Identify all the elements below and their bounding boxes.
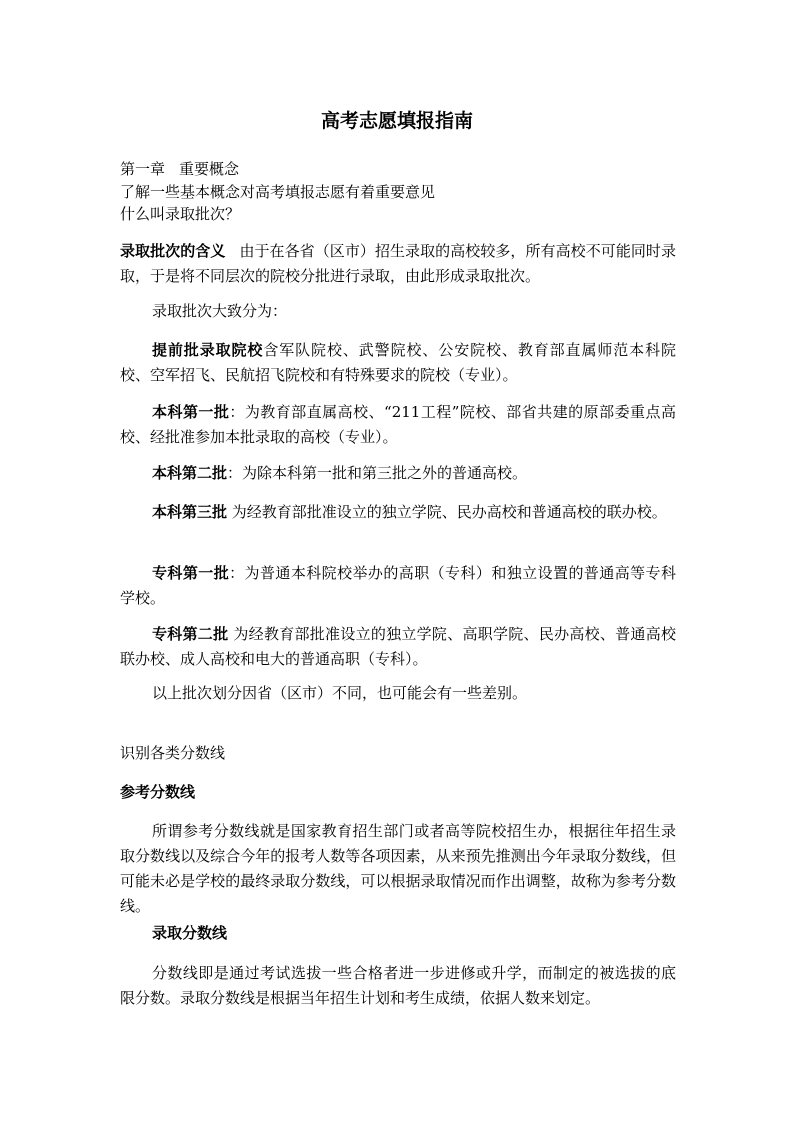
chapter-heading xyxy=(120,157,676,182)
batch-meaning-text: 由于在各省（区市）招生录取的高校较多，所有高校不可能同时录取，于是将不同层次的院校分批进行录取，由此形成录取批次。 xyxy=(120,242,676,285)
batch-item xyxy=(120,500,676,525)
document-title: 高考志愿填报指南 xyxy=(320,110,473,132)
batch-term: 专科第一批 xyxy=(152,564,230,582)
batch-term: 提前批录取院校 xyxy=(152,341,264,359)
batch-term: 本科第三批 xyxy=(152,503,228,521)
batch-item xyxy=(120,338,676,388)
batch-text: ：为教育部直属高校、“211工程”院校、部省共建的原部委重点高校、经批准参加本批录取的高校（专业）。 xyxy=(120,403,676,446)
admission-line-heading: 录取分数线 xyxy=(152,924,228,942)
batch-term: 本科第二批 xyxy=(152,464,228,482)
batch-term: 本科第一批 xyxy=(152,403,230,421)
batch-term: 专科第二批 xyxy=(152,625,229,643)
question-line: 什么叫录取批次？ xyxy=(120,205,241,223)
batch-item xyxy=(120,400,676,450)
score-intro: 识别各类分数线 xyxy=(120,744,226,762)
admission-line-text: 分数线即是通过考试选拔一些合格者进一步进修或升学，而制定的被选拔的底限分数。录取分数线是根据当年招生计划和考生成绩，依据人数来划定。 xyxy=(120,964,676,1007)
batch-note: 以上批次划分因省（区市）不同，也可能会有一些差别。 xyxy=(152,684,528,702)
batch-item xyxy=(120,461,676,486)
batch-text: 为经教育部批准设立的独立学院、高职学院、民办高校、普通高校联办校、成人高校和电大的普通高职（专科）。 xyxy=(120,625,676,668)
intro-line: 了解一些基本概念对高考填报志愿有着重要意见 xyxy=(120,183,436,201)
batch-text: 含军队院校、武警院校、公安院校、教育部直属师范本科院校、空军招飞、民航招飞院校和有特殊要求的院校（专业）。 xyxy=(120,341,676,384)
reference-line-text: 所谓参考分数线就是国家教育招生部门或者高等院校招生办，根据往年招生录取分数线以及综合今年的报考人数等各项因素，从来预先推测出今年录取分数线，但可能未必是学校的最终录取分数线，可以根据录取情况而作出调整，故称为参考分数线。 xyxy=(120,822,676,915)
batch-meaning-term: 录取批次的含义 xyxy=(120,242,226,260)
batch-item xyxy=(120,622,676,672)
batch-item xyxy=(120,561,676,611)
batch-text: 为经教育部批准设立的独立学院、民办高校和普通高校的联办校。 xyxy=(231,503,667,521)
batch-text: ：为除本科第一批和第三批之外的普通高校。 xyxy=(227,464,528,482)
chapter-name: 重要概念 xyxy=(179,160,240,178)
chapter-number: 第一章 xyxy=(120,160,166,178)
batch-meaning-paragraph xyxy=(120,239,676,289)
batch-text: ：为普通本科院校举办的高职（专科）和独立设置的普通高等专科学校。 xyxy=(120,564,676,607)
batch-split-line: 录取批次大致分为： xyxy=(152,302,288,320)
reference-line-heading: 参考分数线 xyxy=(120,783,196,801)
